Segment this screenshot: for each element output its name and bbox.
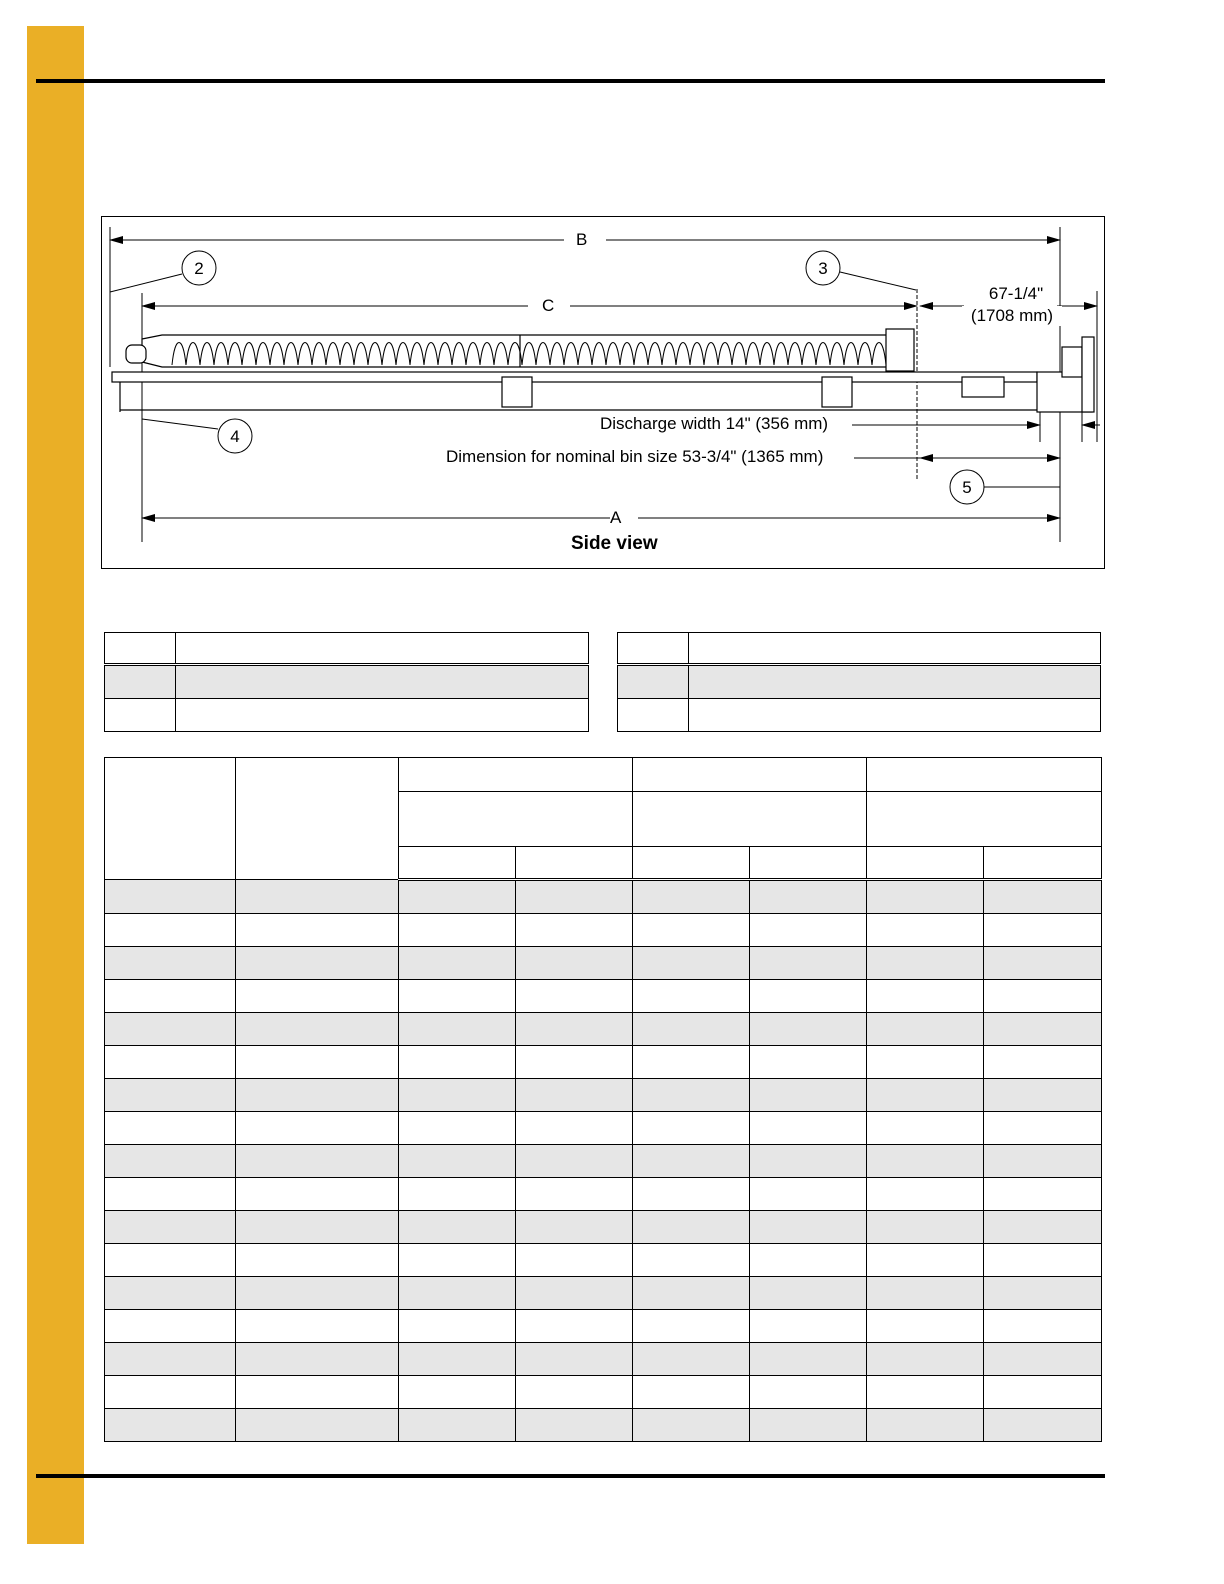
legend-table-left — [104, 632, 589, 732]
table-cell — [984, 1409, 1102, 1442]
table-cell — [516, 1013, 633, 1046]
table-cell — [516, 947, 633, 980]
table-cell — [984, 1211, 1102, 1244]
header-cell — [867, 758, 1102, 792]
table-cell — [984, 1343, 1102, 1376]
table-row — [105, 1343, 1102, 1376]
table-cell — [399, 980, 516, 1013]
table-cell — [236, 914, 399, 947]
table-cell — [633, 914, 750, 947]
dim-b-label: B — [576, 230, 588, 249]
table-cell — [399, 1079, 516, 1112]
dimension-table-body — [105, 880, 1102, 1442]
table-cell — [236, 1277, 399, 1310]
table-cell — [750, 1013, 867, 1046]
table-cell — [984, 1145, 1102, 1178]
table-cell — [633, 1277, 750, 1310]
table-cell — [750, 980, 867, 1013]
table-cell — [867, 1079, 984, 1112]
table-cell — [516, 1178, 633, 1211]
table-row — [105, 980, 1102, 1013]
table-row — [105, 1079, 1102, 1112]
table-cell — [750, 1178, 867, 1211]
table-cell — [984, 1310, 1102, 1343]
table-cell — [236, 1046, 399, 1079]
table-cell — [867, 1211, 984, 1244]
table-cell — [105, 1112, 236, 1145]
table-cell — [750, 1211, 867, 1244]
table-cell — [867, 1409, 984, 1442]
table-cell — [236, 1343, 399, 1376]
table-cell — [750, 1409, 867, 1442]
table-cell — [750, 880, 867, 914]
legend-table-right — [617, 632, 1101, 732]
table-cell — [633, 1046, 750, 1079]
table-row — [618, 699, 1101, 732]
table-cell — [105, 880, 236, 914]
table-cell — [399, 1244, 516, 1277]
table-cell — [633, 1343, 750, 1376]
table-cell — [516, 1244, 633, 1277]
table-cell — [867, 947, 984, 980]
table-cell — [105, 914, 236, 947]
end-length-mm: (1708 mm) — [962, 306, 1062, 326]
table-cell — [633, 1079, 750, 1112]
table-cell — [105, 1013, 236, 1046]
table-cell — [105, 1079, 236, 1112]
table-cell — [633, 1310, 750, 1343]
table-cell — [236, 1211, 399, 1244]
footer-rule — [36, 1474, 1105, 1478]
table-row — [105, 1310, 1102, 1343]
table-cell — [867, 1244, 984, 1277]
table-cell — [399, 1277, 516, 1310]
table-row — [105, 1409, 1102, 1442]
table-cell — [105, 1145, 236, 1178]
table-cell — [984, 880, 1102, 914]
dim-a-label: A — [610, 508, 622, 527]
table-cell — [399, 1211, 516, 1244]
table-cell — [399, 1013, 516, 1046]
table-cell — [516, 1112, 633, 1145]
table-cell — [236, 1013, 399, 1046]
table-cell — [516, 1079, 633, 1112]
table-cell — [750, 947, 867, 980]
table-cell — [867, 1046, 984, 1079]
table-cell — [399, 880, 516, 914]
table-cell — [867, 914, 984, 947]
side-view-figure — [101, 216, 1105, 569]
table-cell — [105, 1343, 236, 1376]
table-cell — [867, 1343, 984, 1376]
figure-title: Side view — [571, 533, 658, 554]
table-cell — [867, 1178, 984, 1211]
table-row — [618, 665, 1101, 699]
table-cell — [516, 1277, 633, 1310]
table-cell — [984, 947, 1102, 980]
accent-side-band — [27, 26, 84, 1544]
table-cell — [516, 1409, 633, 1442]
end-length-in: 67-1/4" — [974, 284, 1058, 304]
table-cell — [984, 1046, 1102, 1079]
dim-c-label: C — [542, 296, 555, 315]
table-cell — [984, 1277, 1102, 1310]
table-cell — [750, 1343, 867, 1376]
table-cell — [867, 1145, 984, 1178]
table-row — [105, 1244, 1102, 1277]
table-cell — [399, 1046, 516, 1079]
table-cell — [399, 914, 516, 947]
table-cell — [750, 1145, 867, 1178]
table-row — [105, 1013, 1102, 1046]
conveyor-drawing — [112, 329, 1094, 412]
table-cell — [984, 914, 1102, 947]
table-cell — [516, 1145, 633, 1178]
table-cell — [236, 1376, 399, 1409]
table-cell — [633, 1376, 750, 1409]
table-cell — [984, 1244, 1102, 1277]
table-cell — [236, 1244, 399, 1277]
table-cell — [984, 980, 1102, 1013]
header-rule — [36, 79, 1105, 83]
table-cell — [236, 1145, 399, 1178]
table-cell — [236, 1112, 399, 1145]
table-cell — [399, 1178, 516, 1211]
header-cell — [105, 758, 236, 880]
table-cell — [633, 1013, 750, 1046]
table-cell — [867, 1376, 984, 1409]
table-cell — [105, 1277, 236, 1310]
table-cell — [236, 1178, 399, 1211]
table-cell — [516, 1310, 633, 1343]
table-row — [105, 947, 1102, 980]
table-cell — [867, 1310, 984, 1343]
table-cell — [105, 1046, 236, 1079]
table-cell — [516, 980, 633, 1013]
discharge-width-label: Discharge width 14" (356 mm) — [600, 414, 829, 433]
table-cell — [236, 1409, 399, 1442]
table-cell — [633, 1112, 750, 1145]
table-row — [105, 1145, 1102, 1178]
header-cell — [399, 758, 633, 792]
table-row — [105, 1277, 1102, 1310]
table-row — [105, 665, 589, 699]
table-cell — [516, 914, 633, 947]
table-row — [105, 1211, 1102, 1244]
table-cell — [867, 880, 984, 914]
table-cell — [750, 1112, 867, 1145]
table-cell — [633, 1178, 750, 1211]
table-cell — [750, 1046, 867, 1079]
table-cell — [750, 914, 867, 947]
table-cell — [516, 1046, 633, 1079]
table-cell — [399, 1112, 516, 1145]
table-cell — [984, 1178, 1102, 1211]
table-row — [105, 1046, 1102, 1079]
table-cell — [867, 1013, 984, 1046]
table-row — [105, 880, 1102, 914]
side-view-drawing — [102, 217, 1106, 570]
callout-3-label: 3 — [818, 259, 828, 278]
table-cell — [984, 1112, 1102, 1145]
table-cell — [516, 1211, 633, 1244]
table-row — [105, 914, 1102, 947]
table-cell — [236, 980, 399, 1013]
table-cell — [867, 1112, 984, 1145]
table-cell — [399, 947, 516, 980]
table-cell — [633, 980, 750, 1013]
table-cell — [105, 1178, 236, 1211]
table-row — [105, 1376, 1102, 1409]
callout-5-label: 5 — [962, 478, 972, 497]
table-cell — [750, 1310, 867, 1343]
table-cell — [633, 1409, 750, 1442]
table-cell — [516, 1343, 633, 1376]
table-cell — [105, 1211, 236, 1244]
table-cell — [399, 1310, 516, 1343]
table-row — [105, 1112, 1102, 1145]
table-row — [105, 699, 589, 732]
table-cell — [399, 1343, 516, 1376]
table-cell — [516, 880, 633, 914]
table-cell — [105, 1244, 236, 1277]
bin-size-dimension-label: Dimension for nominal bin size 53-3/4" (1365 mm) — [446, 447, 824, 466]
table-cell — [516, 1376, 633, 1409]
header-cell — [236, 758, 399, 880]
table-cell — [633, 880, 750, 914]
table-cell — [105, 1409, 236, 1442]
table-cell — [105, 1310, 236, 1343]
callout-4-label: 4 — [230, 427, 240, 446]
table-cell — [750, 1079, 867, 1112]
table-cell — [984, 1013, 1102, 1046]
table-cell — [984, 1079, 1102, 1112]
table-cell — [105, 947, 236, 980]
table-cell — [633, 1145, 750, 1178]
table-cell — [236, 1310, 399, 1343]
table-cell — [105, 980, 236, 1013]
table-cell — [750, 1376, 867, 1409]
table-cell — [105, 1376, 236, 1409]
table-row — [105, 1178, 1102, 1211]
dimension-table — [104, 757, 1102, 1442]
table-cell — [236, 947, 399, 980]
callout-2-label: 2 — [194, 259, 204, 278]
table-cell — [236, 1079, 399, 1112]
table-cell — [633, 947, 750, 980]
table-cell — [633, 1244, 750, 1277]
table-cell — [867, 1277, 984, 1310]
table-cell — [750, 1277, 867, 1310]
table-cell — [984, 1376, 1102, 1409]
table-cell — [750, 1244, 867, 1277]
table-cell — [867, 980, 984, 1013]
table-cell — [399, 1145, 516, 1178]
table-cell — [399, 1409, 516, 1442]
table-cell — [633, 1211, 750, 1244]
table-cell — [236, 880, 399, 914]
header-cell — [633, 758, 867, 792]
table-cell — [399, 1376, 516, 1409]
